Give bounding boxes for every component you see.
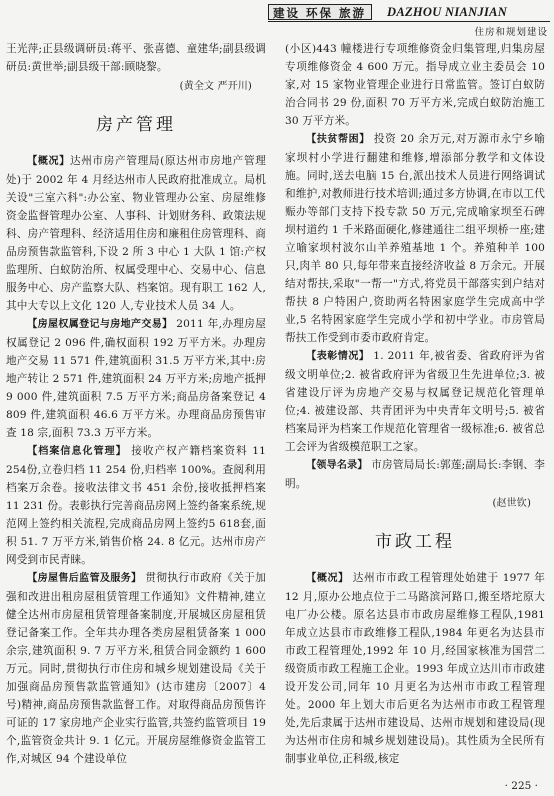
paragraph-text: 市房管局局长:郭莲;副局长:李钢、李明。 (285, 459, 545, 490)
paragraph (285, 569, 545, 768)
paragraph-text: 接收产权产籍档案资料 11 254份,立卷归档 11 254 份,归档率 100%。查阅利用档案万余卷。接收法律文书 451 余份,接收抵押档案 11 231 份。表彰执行完善商品房网上签约备案系统,规范网上签约相关流程,完成商品房网上签约5 618套,面积 51. 7 万平方米,销售价格 24. 8 亿元。达州市房产网受到市民青睐。 (6, 445, 266, 566)
header-subsection: 住房和规划建设 (474, 27, 548, 38)
running-header (0, 0, 554, 40)
page-number: · 225 · (504, 780, 538, 792)
paragraph-text: 投资 20 余万元,对万源市永宁乡喻家坝村小学进行翻建和维修,增添部分教学和文体设施。同时,送去电脑 15 台,派出技术人员进行网络调试和维护,对教师进行技术培训;通过多方协调,在市以工代赈办等部门支持下投专款 50 万元,完成喻家坝至石碑坝村道约 1 千米路面硬化,修建通往二组平坝桥一座;建立喻家坝村波尔山羊养殖基地 1 个。养殖种羊 100 只,肉羊 80 只,每年带来直接经济收益 8 万余元。开展结对帮扶,采取"一帮一"方式,将党员干部落实到户结对帮扶 8 户特困户,资助两名特困家庭学生完成高中学业,5 名特困家庭学生完成小学和初中学业。市房管局帮扶工作受到市委市政府肯定。 (285, 133, 545, 344)
paragraph-text: 1. 2011 年,被省委、省政府评为省级文明单位;2. 被省政府评为省级卫生先进单位;3. 被省建设厅评为房地产交易与权属登记规范化管理单位;4. 被建设部、共青团评为中央青年文明号;5. 被省档案局评为档案工作规范化管理省一级标准;6. 被省总工会评为省级模范职工之家。 (285, 350, 546, 453)
left-paragraphs (6, 152, 266, 768)
paragraph (285, 130, 545, 347)
paragraph (285, 40, 545, 130)
paragraph-heading: 【概况】 (306, 573, 349, 584)
right-paragraphs-top (285, 40, 545, 493)
paragraph-text: 达州市房产管理局(原达州市房地产管理处)于 2002 年 4 月经达州市人民政府批准成立。局机关设"三室六科":办公室、物业管理办公室、房屋维修资金监督管理办公室、人事科、计划财务科、政策法规科、房产管理科、经济适用住房和廉租住房管理科、商品房预售款监管科,下设 2 所 3 中心 1 大队 1 馆:产权监理所、白蚁防治所、权属受理中心、交易中心、信息服务中心、房产监察大队、档案馆。现有职工 162 人,其中大专以上文化 120 人,专业技术人员 34 人。 (6, 155, 266, 312)
header-english-title: DAZHOU NIANJIAN (387, 5, 508, 19)
paragraph-heading: 【扶贫帮困】 (306, 134, 370, 145)
paragraph-text: (小区)443 幢楼进行专项维修资金归集管理,归集房屋专项维修资金 4 600 万元。指导成立业主委员会 10 家,对 15 家物业管理企业进行日常监管。签订白蚁防治合同书 29 份,面积 70 万平方米,完成白蚁防治施工 30 万平方米。 (285, 43, 545, 127)
header-rule (268, 21, 550, 22)
paragraph (6, 152, 266, 315)
paragraph (6, 569, 266, 768)
paragraph-heading: 【房屋权属登记与房地产交易】 (27, 319, 173, 330)
paragraph-text: 达州市市政工程管理处始建于 1977 年 12 月,原办公地点位于二马路滨河路口,搬至塔坨原大电厂办公楼。原名达县市市政房屋维修工程队,1981 年成立达县市市政维修工程队,1984 年更名为达县市市政工程管理处,1992 年 10 月,经国家核准为国营二级资质市政工程施工企业。1993 年成立达川市市政建设开发公司,同年 10 月更名为达州市市政工程管理处。2000 年上划大市后更名为达州市市政工程管理处,先后隶属于达州市建设局、达州市规划和建设局(现为达州市住房和城乡规划建设局)。其性质为全民所有制事业单位,正科级,核定 (285, 572, 545, 765)
paragraph-text: 2011 年,办理房屋权属登记 2 096 件,确权面积 192 万平方米。办理房地产交易 11 571 件,建筑面积 31.5 万平方米,其中:房地产转让 2 571 件,建筑面积 24 万平方米;房地产抵押 9 000 件,建筑面积 7.5 万平方米;商品房备案登记 4 809 件,建筑面积 46.6 万平方米。办理商品房预售审查 18 宗,面积 73.3 万平方米。 (6, 318, 266, 439)
right-signoff: (赵世钦) (492, 498, 531, 509)
intro-paragraph: 王光萍;正县级调研员:蒋平、张喜德、童建华;副县级调研员:黄世举;副县级干部:顾晓黎。 (6, 43, 266, 73)
paragraph-heading: 【表彰情况】 (306, 351, 370, 362)
paragraph-heading: 【档案信息化管理】 (27, 446, 127, 457)
paragraph (6, 442, 266, 569)
paragraph-text: 贯彻执行市政府《关于加强和改进出租房屋租赁管理工作通知》文件精神,建立健全达州市房屋租赁管理备案制度,开展城区房屋租赁登记备案工作。全年共办理各类房屋租赁备案 1 000 余宗,建筑面积 9. 7 万平方米,租赁合同金额约 1 600 万元。同时,贯彻执行市住房和城乡规划建设局《关于加强商品房预售款监管通知》(达市建房〔2007〕4 号)精神,商品房预售款监督工作。对取得商品房预售许可证的 17 家房地产企业实行监管,共签约监管项目 19 个,监管资金共计 9. 1 亿元。开展房屋维修资金监管工作,对城区 94 个建设单位 (6, 572, 267, 765)
paragraph (285, 347, 545, 456)
section-title-housing: 房产管理 (96, 115, 176, 135)
right-column (285, 40, 545, 768)
paragraph (285, 456, 545, 493)
intro-signoff: (黄全文 严开川) (179, 81, 252, 92)
paragraph-heading: 【概况】 (27, 156, 70, 167)
paragraph (6, 315, 266, 442)
paragraph-heading: 【领导名录】 (306, 460, 368, 471)
header-section-label: 建设 环保 旅游 (268, 4, 372, 20)
left-column (6, 40, 266, 768)
paragraph-heading: 【房屋售后监管及服务】 (27, 573, 142, 584)
section-title-municipal: 市政工程 (375, 532, 455, 552)
right-paragraphs-bottom (285, 569, 545, 768)
